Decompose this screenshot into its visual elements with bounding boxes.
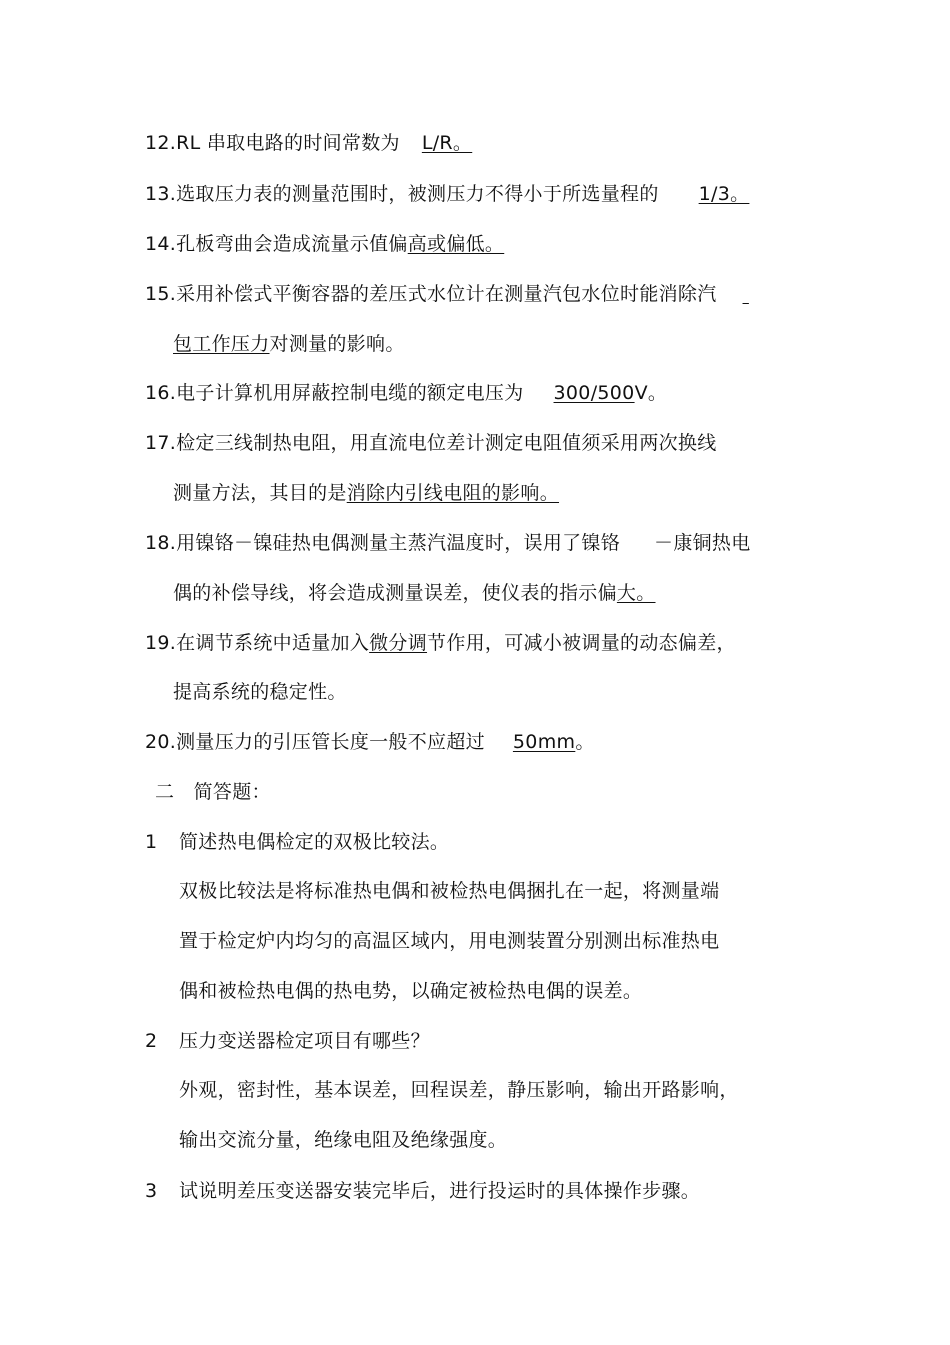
fill-line-14 xyxy=(145,231,518,257)
question-number: 2 xyxy=(145,1030,158,1052)
line-text: 偶的补偿导线，将会造成测量误差，使仪表的指示偏 xyxy=(173,582,617,604)
answer-line: 双极比较法是将标准热电偶和被检热电偶捆扎在一起，将测量端 xyxy=(179,880,720,902)
answer-line: 置于检定炉内均匀的高温区域内，用电测装置分别测出标准热电 xyxy=(179,930,720,952)
fill-line-19-cont xyxy=(173,679,347,705)
answer-blank: 1/3。 xyxy=(698,183,750,205)
line-text-tail: 。 xyxy=(575,731,595,753)
answer-blank: 微分调 xyxy=(369,632,428,654)
answer-blank: 消除内引线电阻的影响。 xyxy=(346,482,560,504)
answer-line: 输出交流分量，绝缘电阻及绝缘强度。 xyxy=(179,1129,508,1151)
line-text: 17.检定三线制热电阻，用直流电位差计测定电阻值须采用两次换线 xyxy=(145,432,717,454)
fill-line-12 xyxy=(145,130,488,156)
question-number: 3 xyxy=(145,1180,158,1202)
line-text-tail: 节作用，可减小被调量的动态偏差， xyxy=(427,632,736,654)
line-text: 20.测量压力的引压管长度一般不应超过 xyxy=(145,731,485,753)
question-text: 简述热电偶检定的双极比较法。 xyxy=(179,831,450,853)
answer-line: 偶和被检热电偶的热电势，以确定被检热电偶的误差。 xyxy=(179,980,643,1002)
line-text: 12.RL 串取电路的时间常数为 xyxy=(145,132,400,154)
line-text: 16.电子计算机用屏蔽控制电缆的额定电压为 xyxy=(145,382,524,404)
answer-blank: 300/500 xyxy=(553,382,635,404)
line-text: 19.在调节系统中适量加入 xyxy=(145,632,370,654)
line-text: 提高系统的稳定性。 xyxy=(173,681,347,703)
fill-line-19 xyxy=(145,630,736,656)
fill-line-15-cont xyxy=(173,331,405,357)
fill-line-18-cont xyxy=(173,580,678,606)
fill-line-18 xyxy=(145,530,751,556)
line-text: 15.采用补偿式平衡容器的差压式水位计在测量汽包水位时能消除汽 xyxy=(145,283,717,305)
fill-line-17-cont xyxy=(173,480,577,506)
question-1 xyxy=(145,829,449,855)
section-title: 二 简答题： xyxy=(155,781,271,803)
question-text: 压力变送器检定项目有哪些？ xyxy=(179,1030,430,1052)
answer-blank: L/R。 xyxy=(421,132,473,154)
line-text: 13.选取压力表的测量范围时，被测压力不得小于所选量程的 xyxy=(145,183,659,205)
line-text-tail: V。 xyxy=(634,382,668,404)
fill-line-17 xyxy=(145,430,717,456)
question-number: 1 xyxy=(145,831,158,853)
answer-blank: 高或偏低。 xyxy=(407,233,505,255)
line-text: 测量方法，其目的是 xyxy=(173,482,347,504)
fill-line-16 xyxy=(145,380,667,406)
answer-blank: 包工作压力 xyxy=(173,333,270,355)
line-text: 14.孔板弯曲会造成流量示值偏 xyxy=(145,233,408,255)
line-text: 对测量的影响。 xyxy=(269,333,405,355)
answer-blank xyxy=(743,281,765,307)
fill-line-15 xyxy=(145,281,765,307)
fill-line-13 xyxy=(145,181,763,207)
line-text-tail: －康铜热电 xyxy=(654,532,751,554)
question-3 xyxy=(145,1178,700,1204)
answer-line: 外观，密封性，基本误差，回程误差，静压影响，输出开路影响， xyxy=(179,1079,739,1101)
question-text: 试说明差压变送器安装完毕后，进行投运时的具体操作步骤。 xyxy=(179,1180,701,1202)
line-text: 18.用镍铬－镍硅热电偶测量主蒸汽温度时，误用了镍铬 xyxy=(145,532,621,554)
answer-blank: 50mm xyxy=(512,731,576,753)
answer-blank: 大。 xyxy=(616,582,656,604)
question-2 xyxy=(145,1028,430,1054)
fill-line-20 xyxy=(145,729,595,755)
